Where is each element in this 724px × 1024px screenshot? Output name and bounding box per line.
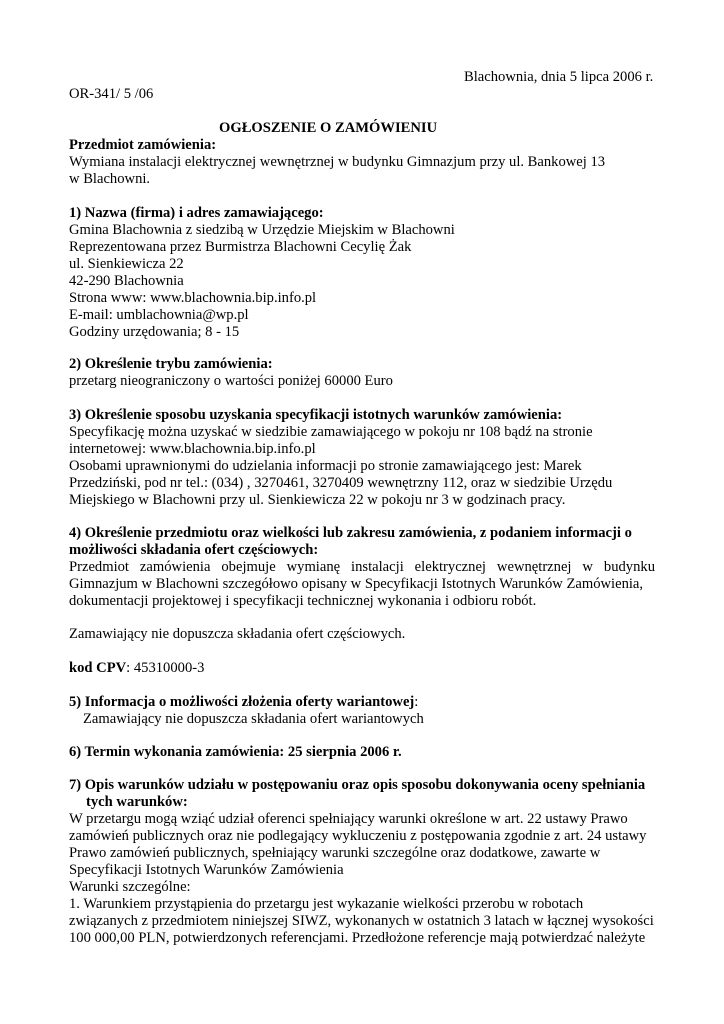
section-4-note: Zamawiający nie dopuszcza składania ofert częściowych. <box>69 626 406 642</box>
section-1-heading: 1) Nazwa (firma) i adres zamawiającego: <box>69 205 324 221</box>
section-3-line: Osobami uprawnionymi do udzielania informacji po stronie zamawiającego jest: Marek <box>69 458 582 474</box>
section-5-heading-line <box>69 694 418 711</box>
section-4-heading: 4) Określenie przedmiotu oraz wielkości lub zakresu zamówienia, z podaniem informacji o <box>69 525 632 541</box>
section-7-line: 1. Warunkiem przystąpienia do przetargu jest wykazanie wielkości przerobu w robotach <box>69 896 584 912</box>
section-5-colon: : <box>414 694 419 710</box>
section-1-line: Strona www: www.blachownia.bip.info.pl <box>69 290 317 306</box>
place-date: Blachownia, dnia 5 lipca 2006 r. <box>464 69 654 85</box>
subject-line: Wymiana instalacji elektrycznej wewnętrznej w budynku Gimnazjum przy ul. Bankowej 13 <box>69 154 606 170</box>
subject-heading: Przedmiot zamówienia: <box>69 137 217 153</box>
section-2-line: przetarg nieograniczony o wartości poniżej 60000 Euro <box>69 373 393 389</box>
document-title: OGŁOSZENIE O ZAMÓWIENIU <box>219 120 438 136</box>
section-7-heading: tych warunków: <box>86 794 188 810</box>
section-7-line: W przetargu mogą wziąć udział oferenci spełniający warunki określone w art. 22 ustawy Prawo <box>69 811 628 827</box>
section-4-line: Gimnazjum w Blachowni szczegółowo opisany w Specyfikacji Istotnych Warunków Zamówienia, <box>69 576 644 592</box>
section-1-line: 42-290 Blachownia <box>69 273 184 289</box>
section-3-line: Specyfikację można uzyskać w siedzibie zamawiającego w pokoju nr 108 bądź na stronie <box>69 424 593 440</box>
section-7-line: Warunki szczególne: <box>69 879 191 895</box>
section-1-line: E-mail: umblachownia@wp.pl <box>69 307 249 323</box>
section-7-line: Prawo zamówień publicznych, spełniający warunki szczególne oraz dodatkowe, zawarte w <box>69 845 601 861</box>
subject-line: w Blachowni. <box>69 171 151 187</box>
section-4-heading: możliwości składania ofert częściowych: <box>69 542 319 558</box>
section-6-heading: 6) Termin wykonania zamówienia: 25 sierpnia 2006 r. <box>69 744 402 760</box>
section-4-line: Przedmiot zamówienia obejmuje wymianę instalacji elektrycznej wewnętrznej w budynku <box>69 559 655 575</box>
cpv-code <box>69 660 204 677</box>
section-3-line: Miejskiego w Blachowni przy ul. Sienkiewicza 22 w pokoju nr 3 w godzinach pracy. <box>69 492 566 508</box>
section-3-heading: 3) Określenie sposobu uzyskania specyfikacji istotnych warunków zamówienia: <box>69 407 563 423</box>
section-7-line: związanych z przedmiotem niniejszej SIWZ, wykonanych w ostatnich 3 latach w łącznej wysokości <box>69 913 654 929</box>
section-7-line: Specyfikacji Istotnych Warunków Zamówienia <box>69 862 344 878</box>
section-5-heading: 5) Informacja o możliwości złożenia oferty wariantowej <box>69 694 415 710</box>
section-1-line: Reprezentowana przez Burmistrza Blachowni Cecylię Żak <box>69 239 412 255</box>
section-2-heading: 2) Określenie trybu zamówienia: <box>69 356 273 372</box>
section-3-line: internetowej: www.blachownia.bip.info.pl <box>69 441 316 457</box>
section-1-line: Godziny urzędowania; 8 - 15 <box>69 324 240 340</box>
section-3-line: Przedziński, pod nr tel.: (034) , 3270461, 3270409 wewnętrzny 112, oraz w siedzibie Urzędu <box>69 475 613 491</box>
reference-number: OR-341/ 5 /06 <box>69 86 154 102</box>
section-1-line: Gmina Blachownia z siedzibą w Urzędzie Miejskim w Blachowni <box>69 222 455 238</box>
section-7-heading: 7) Opis warunków udziału w postępowaniu oraz opis sposobu dokonywania oceny spełniania <box>69 777 646 793</box>
section-4-line: dokumentacji projektowej i specyfikacji technicznej wykonania i odbioru robót. <box>69 593 537 609</box>
cpv-value: : 45310000-3 <box>126 660 205 676</box>
section-7-line: 100 000,00 PLN, potwierdzonych referencjami. Przedłożone referencje mają potwierdzać należyte <box>69 930 646 946</box>
cpv-label: kod CPV <box>69 660 127 676</box>
section-7-line: zamówień publicznych oraz nie podlegający wykluczeniu z postępowania zgodnie z art. 24 ustawy <box>69 828 647 844</box>
section-5-line: Zamawiający nie dopuszcza składania ofert wariantowych <box>83 711 424 727</box>
section-1-line: ul. Sienkiewicza 22 <box>69 256 184 272</box>
